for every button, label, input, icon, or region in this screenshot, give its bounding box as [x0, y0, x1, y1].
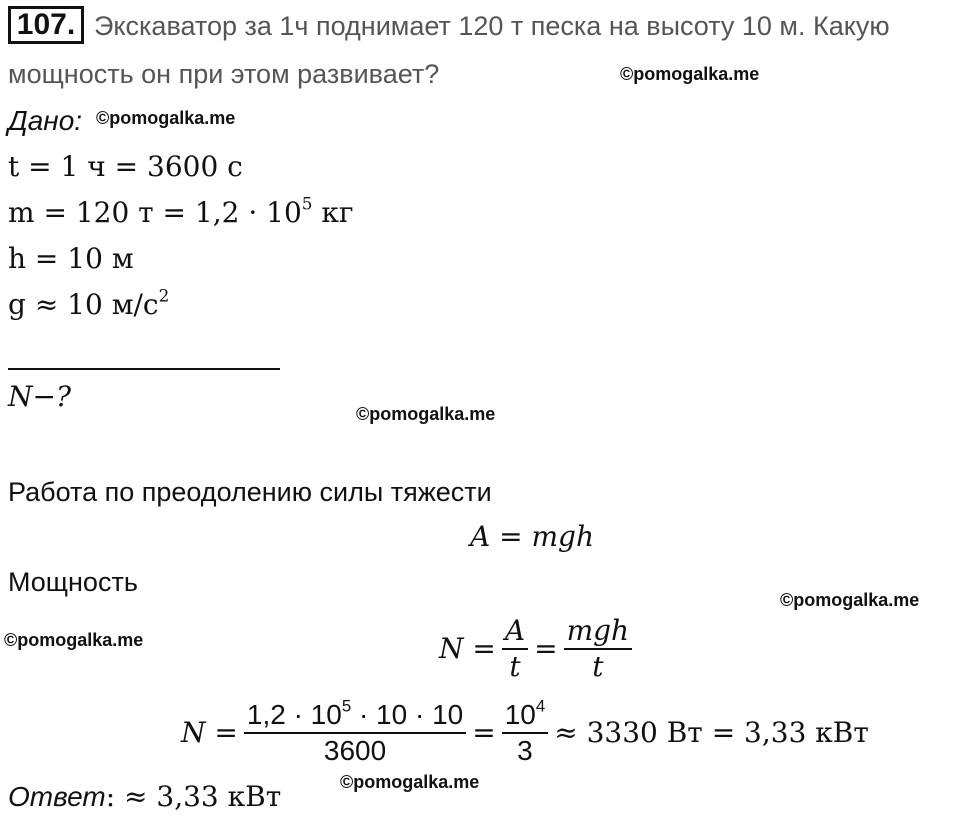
watermark: ©pomogalka.me [356, 404, 496, 424]
problem-number: 107. [8, 6, 84, 44]
given-gravity: g ≈ 10 $м/с^2$ [8, 285, 170, 321]
watermark: ©pomogalka.me [4, 630, 144, 650]
power-formula: N = $\frac{A}{t}$ = $\frac{\text{mgh}}{t}$ [436, 614, 635, 684]
fraction-a-over-t: $\frac{A}{t}$ [502, 614, 528, 684]
given-mass: m = 120 $т = 1,2 \cdot 10^5$ кг [8, 193, 354, 229]
answer-value: : ≈ 3,33 кВт [105, 780, 282, 813]
fraction-ten-pow-four-over-three: $\frac{10^4}{3}$ [502, 698, 549, 768]
fraction-mgh-over-t: $\frac{\text{mgh}}{t}$ [564, 614, 633, 684]
watermark: ©pomogalka.me [96, 108, 236, 128]
problem-text-line1: Экскаватор за 1ч поднимает 120 т песка на высоту 10 м. Какую [94, 11, 890, 41]
given-height: h = 10 м [8, 242, 134, 275]
answer-label: Ответ [8, 781, 106, 812]
answer [8, 780, 281, 815]
watermark: ©pomogalka.me [780, 590, 920, 610]
problem-text-line2: мощность он при этом развивает? [8, 59, 440, 89]
power-label: Мощность [8, 567, 138, 597]
find-quantity: N−? [8, 380, 71, 413]
power-calculation: N = $\frac{1,2 \cdot 10^5 \cdot 10 \cdot 10}{3600}$ = $\frac{10^4}{3}$ ≈ 3330 Вт = 3,33 кВт [181, 696, 869, 766]
fraction-numeric: $\frac{1,2 \cdot 10^5 \cdot 10 \cdot 10}{3600}$ [244, 698, 466, 768]
work-label: Работа по преодолению силы тяжести [8, 477, 492, 507]
given-divider [8, 368, 280, 370]
watermark: ©pomogalka.me [340, 772, 480, 792]
work-formula: A = mgh [470, 520, 594, 553]
given-label: Дано: [8, 105, 83, 136]
given-time: t = 1 ч = 3600 с [8, 150, 243, 183]
watermark: ©pomogalka.me [620, 64, 760, 84]
